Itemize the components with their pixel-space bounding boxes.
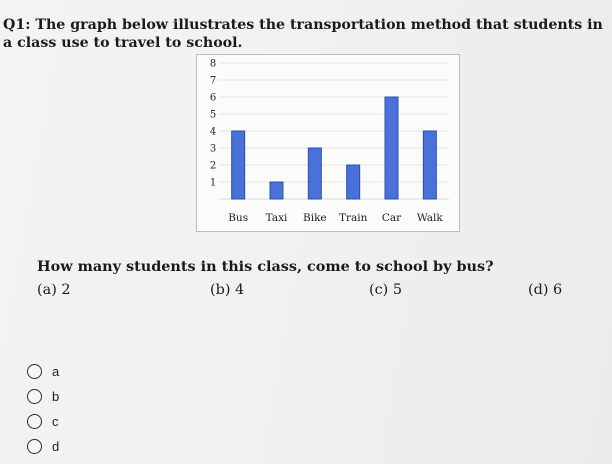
bar-chart-svg xyxy=(197,55,459,231)
answer-choice-a[interactable] xyxy=(27,360,59,382)
question-prompt: How many students in this class, come to school by bus? xyxy=(37,258,494,275)
y-tick-label-7: 7 xyxy=(209,75,217,87)
answer-choice-c[interactable] xyxy=(27,410,59,432)
y-tick-label-8: 8 xyxy=(209,58,217,70)
bar-taxi xyxy=(270,182,283,199)
radio-button-d[interactable] xyxy=(27,439,42,454)
option-c-text: (c) 5 xyxy=(369,282,403,298)
radio-button-a[interactable] xyxy=(27,364,42,379)
radio-button-c[interactable] xyxy=(27,414,42,429)
y-tick-label-3: 3 xyxy=(209,143,217,155)
x-tick-label-bike: Bike xyxy=(303,212,327,224)
x-tick-label-taxi: Taxi xyxy=(265,212,288,224)
bar-walk xyxy=(423,131,436,199)
answer-choice-d-label: d xyxy=(52,438,60,454)
x-tick-label-train: Train xyxy=(338,212,368,224)
answer-choice-c-label: c xyxy=(52,413,59,429)
y-tick-label-4: 4 xyxy=(209,126,217,138)
option-a-text: (a) 2 xyxy=(37,282,71,298)
y-tick-label-6: 6 xyxy=(209,92,217,104)
bar-car xyxy=(385,97,398,199)
bar-chart xyxy=(196,54,460,232)
option-b-text: (b) 4 xyxy=(210,282,245,298)
bar-bus xyxy=(232,131,245,199)
question-title: Q1: The graph below illustrates the transportation method that students in a class use to travel to school. xyxy=(3,17,603,51)
x-tick-label-walk: Walk xyxy=(416,212,443,224)
x-tick-label-car: Car xyxy=(381,212,402,224)
bar-train xyxy=(347,165,360,199)
answer-choice-d[interactable] xyxy=(27,435,59,457)
answer-choice-b[interactable] xyxy=(27,385,59,407)
answer-choice-b-label: b xyxy=(52,388,60,404)
x-tick-label-bus: Bus xyxy=(228,212,249,224)
bar-bike xyxy=(308,148,321,199)
y-tick-label-2: 2 xyxy=(209,160,217,172)
y-tick-label-5: 5 xyxy=(209,109,217,121)
option-d-text: (d) 6 xyxy=(528,282,563,298)
y-tick-label-1: 1 xyxy=(209,177,217,189)
answer-choice-a-label: a xyxy=(52,363,60,379)
radio-button-b[interactable] xyxy=(27,389,42,404)
